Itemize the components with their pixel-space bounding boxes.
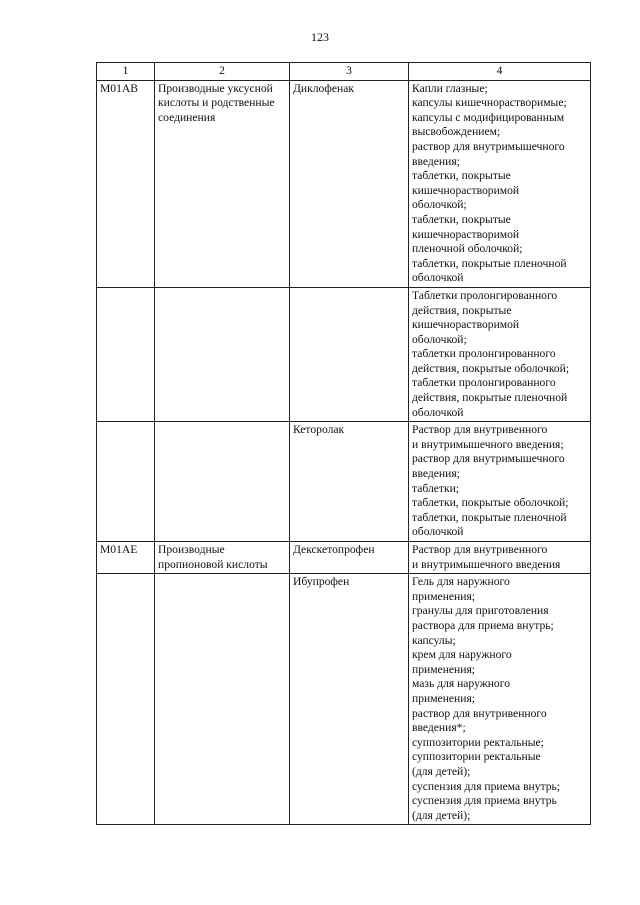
dosage-form-line: и внутримышечного введения; — [412, 437, 564, 451]
dosage-form-line: действия, покрытые — [412, 303, 512, 317]
dosage-form-line: оболочкой; — [412, 332, 467, 346]
dosage-form-line: капсулы кишечнорастворимые; — [412, 96, 567, 110]
dosage-form-line: суппозитории ректальные; — [412, 735, 544, 749]
dosage-form-line: раствор для внутривенного — [412, 706, 547, 720]
dosage-form-line: (для детей); — [412, 808, 471, 822]
dosage-form-line: кишечнорастворимой — [412, 318, 520, 332]
dosage-forms-cell — [409, 287, 591, 421]
dosage-form-line: таблетки, покрытые оболочкой; — [412, 496, 569, 510]
table-row — [97, 542, 591, 574]
dosage-forms-cell — [409, 574, 591, 825]
group-line: Производные — [158, 543, 225, 556]
dosage-form-line: высвобождением; — [412, 125, 501, 139]
dosage-form-line: суппозитории ректальные — [412, 750, 541, 764]
dosage-form-line: введения; — [412, 467, 460, 481]
dosage-form-line: действия, покрытые оболочкой; — [412, 361, 570, 375]
dosage-form-line: кишечнорастворимой — [412, 227, 520, 241]
group-line: Производные уксусной — [158, 81, 273, 95]
dosage-form-line: мазь для наружного — [412, 677, 510, 691]
dosage-form-line: оболочкой — [412, 405, 464, 419]
group-cell — [155, 422, 290, 542]
atc-code-cell: M01AE — [97, 542, 155, 574]
dosage-form-line: Раствор для внутривенного — [412, 543, 548, 556]
dosage-form-line: суспензия для приема внутрь — [412, 794, 557, 808]
drug-table — [96, 62, 591, 825]
table-row — [97, 80, 591, 287]
dosage-form-line: (для детей); — [412, 764, 471, 778]
dosage-forms-cell — [409, 80, 591, 287]
dosage-form-line: суспензия для приема внутрь; — [412, 779, 561, 793]
table-row — [97, 574, 591, 825]
table-row — [97, 422, 591, 542]
dosage-form-line: введения*; — [412, 721, 466, 735]
atc-code-cell — [97, 422, 155, 542]
dosage-form-line: оболочкой; — [412, 198, 467, 212]
group-line: кислоты и родственные — [158, 96, 275, 110]
atc-code-cell: M01AB — [97, 80, 155, 287]
dosage-form-line: таблетки пролонгированного — [412, 376, 556, 390]
dosage-form-line: раствор для внутримышечного — [412, 139, 565, 153]
group-line: пропионовой кислоты — [158, 557, 268, 571]
dosage-form-line: Капли глазные; — [412, 81, 488, 95]
dosage-form-line: таблетки, покрытые пленочной — [412, 256, 567, 270]
dosage-form-line: гранулы для приготовления — [412, 604, 549, 618]
dosage-form-line: крем для наружного — [412, 648, 512, 662]
dosage-form-line: пленочной оболочкой; — [412, 242, 523, 256]
dosage-form-line: и внутримышечного введения — [412, 557, 561, 571]
dosage-forms-cell — [409, 422, 591, 542]
dosage-form-line: применения; — [412, 662, 476, 676]
atc-code-cell — [97, 287, 155, 421]
header-row — [97, 63, 591, 81]
dosage-form-line: капсулы с модифицированным — [412, 110, 565, 124]
dosage-form-line: применения; — [412, 691, 476, 705]
group-cell — [155, 574, 290, 825]
dosage-form-line: таблетки, покрытые — [412, 169, 511, 183]
drug-name-cell: Диклофенак — [290, 80, 409, 287]
dosage-form-line: Таблетки пролонгированного — [412, 288, 558, 302]
dosage-form-line: раствора для приема внутрь; — [412, 618, 554, 632]
dosage-form-line: применения; — [412, 589, 476, 603]
dosage-form-line: раствор для внутримышечного — [412, 452, 565, 466]
dosage-form-line: Раствор для внутривенного — [412, 423, 548, 437]
group-cell — [155, 80, 290, 287]
drug-name-cell: Ибупрофен — [290, 574, 409, 825]
header-col-3: 3 — [290, 63, 409, 81]
dosage-form-line: Гель для наружного — [412, 575, 510, 589]
group-cell — [155, 287, 290, 421]
drug-name-cell — [290, 287, 409, 421]
dosage-form-line: действия, покрытые пленочной — [412, 391, 568, 405]
dosage-form-line: оболочкой — [412, 525, 464, 539]
dosage-form-line: оболочкой — [412, 271, 464, 285]
page-number: 123 — [311, 30, 329, 44]
dosage-form-line: капсулы; — [412, 633, 456, 647]
drug-name-cell: Декскетопрофен — [290, 542, 409, 574]
dosage-form-line: таблетки, покрытые пленочной — [412, 510, 567, 524]
dosage-form-line: таблетки; — [412, 481, 460, 495]
drug-name-cell: Кеторолак — [290, 422, 409, 542]
dosage-form-line: таблетки, покрытые — [412, 212, 511, 226]
dosage-form-line: таблетки пролонгированного — [412, 347, 556, 361]
header-col-1: 1 — [97, 63, 155, 81]
atc-code-cell — [97, 574, 155, 825]
dosage-form-line: кишечнорастворимой — [412, 183, 520, 197]
dosage-form-line: введения; — [412, 154, 460, 168]
header-col-4: 4 — [409, 63, 591, 81]
group-cell — [155, 542, 290, 574]
table-body — [97, 80, 591, 825]
table-row — [97, 287, 591, 421]
dosage-forms-cell — [409, 542, 591, 574]
group-line: соединения — [158, 110, 216, 124]
header-col-2: 2 — [155, 63, 290, 81]
